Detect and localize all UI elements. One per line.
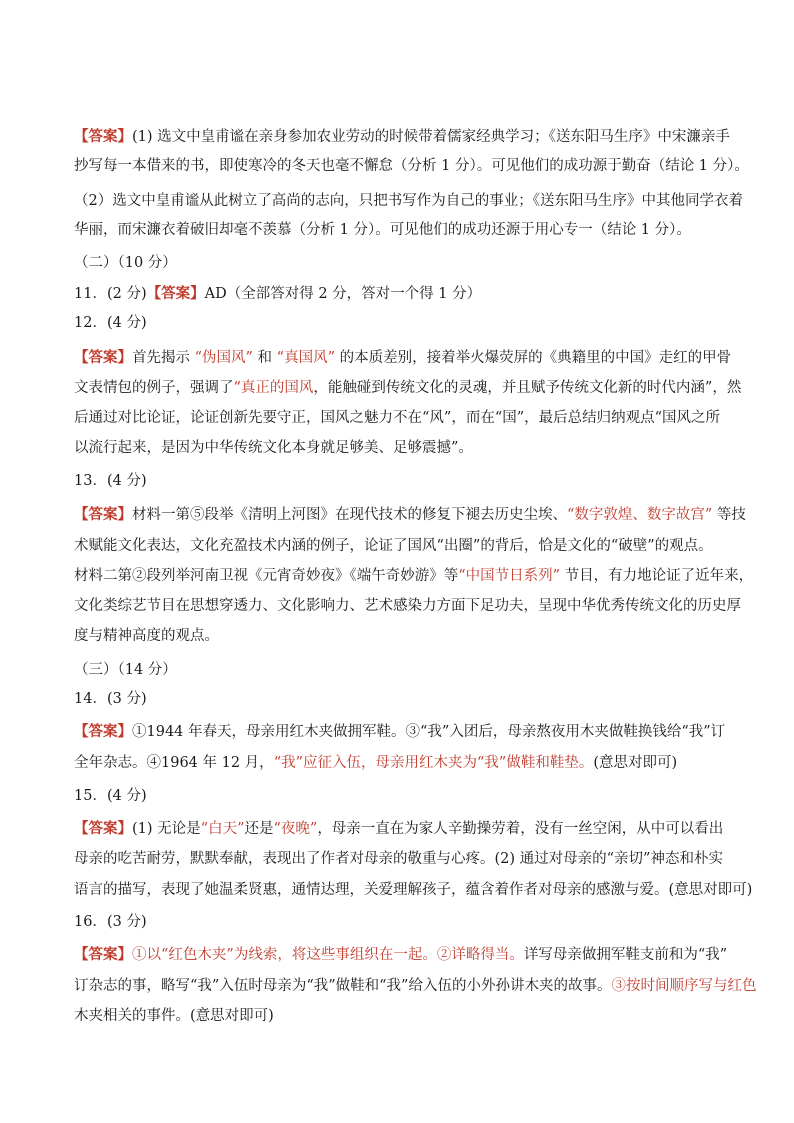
answer-label: 【答案】 xyxy=(74,723,132,740)
q15-text: (1) 无论是 xyxy=(132,821,201,837)
q16-line-2 xyxy=(74,976,757,996)
q13-text: 节目，有力地论证了近年来， xyxy=(560,568,754,584)
q14-text: ①1944 年春天，母亲用红木夹做拥军鞋。③“我”入团后，母亲熬夜用木夹做鞋换钱给“我”订 xyxy=(132,724,726,740)
q13-line-2: 术赋能文化表达，文化充盈技术内涵的例子，论证了国风“出圈”的背后，恰是文化的“破壁”的观点。 xyxy=(74,538,713,554)
q12-line-2 xyxy=(74,378,742,398)
q13-text: 材料一第⑤段举《清明上河图》在现代技术的修复下褪去历史尘埃、 xyxy=(132,507,567,523)
q12-highlight: “真正的国风 xyxy=(233,380,314,396)
q13-highlight: “数字敦煌、数字故宫” xyxy=(567,507,713,523)
answer-label: 【答案】 xyxy=(74,506,132,523)
q13-line-5: 度与精神高度的观点。 xyxy=(74,628,219,644)
answer-label: 【答案】 xyxy=(146,285,205,302)
q16-highlight: ③按时间顺序写与红色 xyxy=(611,978,757,994)
q12-line-4: 以流行起来，是因为中华传统文化本身就足够美、足够震撼”。 xyxy=(74,440,473,456)
q15-line-2: 母亲的吃苦耐劳，默默奉献，表现出了作者对母亲的敬重与心疼。(2) 通过对母亲的“亲切”神态和朴实 xyxy=(74,851,723,867)
q13-number: 13．(4 分) xyxy=(74,473,147,489)
q10-line-1 xyxy=(74,127,734,147)
q14-line-2 xyxy=(74,753,734,773)
q10-line-4: 华丽，而宋濂衣着破旧却毫不羡慕（分析 1 分）。可见他们的成功还源于用心专一（结论 1 分）。 xyxy=(74,222,691,238)
section-title-part3: （三）（14 分） xyxy=(74,662,177,678)
q12-line-1 xyxy=(74,348,734,368)
answer-label: 【答案】 xyxy=(74,820,132,837)
q13-text: 材料二第②段列举河南卫视《元宵奇妙夜》《端午奇妙游》等 xyxy=(74,568,459,584)
q10-line-2: 抄写每一本借来的书，即使寒冷的冬天也毫不懈怠（分析 1 分）。可见他们的成功源于勤奋（结论 1 分）。 xyxy=(74,158,749,174)
q13-line-4: 文化类综艺节目在思想穿透力、文化影响力、艺术感染力方面下足功夫，呈现中华优秀传统文化的历史厚 xyxy=(74,598,741,614)
q16-line-1 xyxy=(74,945,734,965)
q16-text: 订杂志的事，略写“我”入伍时母亲为“我”做鞋和“我”给入伍的小外孙讲木夹的故事。 xyxy=(74,978,612,994)
q12-highlight: “伪国风” xyxy=(194,350,253,366)
q15-line-3: 语言的描写，表现了她温柔贤惠，通情达理，关爱理解孩子，蕴含着作者对母亲的感激与爱。(意思对即可) xyxy=(74,882,753,898)
q15-highlight: “白天” xyxy=(200,821,245,837)
q13-line-3 xyxy=(74,566,754,586)
answer-label: 【答案】 xyxy=(74,946,132,963)
q12-number: 12．(4 分) xyxy=(74,315,147,331)
q11-text: AD（全部答对得 2 分，答对一个得 1 分） xyxy=(204,286,482,302)
q14-text: 全年杂志。④1964 年 12 月， xyxy=(74,755,274,771)
q12-text: ，能触碰到传统文化的灵魂，并且赋予传统文化新的时代内涵”，然 xyxy=(313,380,742,396)
q16-text: 详写母亲做拥军鞋支前和为“我” xyxy=(523,947,728,963)
q12-text: 和 xyxy=(252,350,277,366)
answer-label: 【答案】 xyxy=(74,349,132,366)
q13-text: 等技 xyxy=(712,507,746,523)
q15-text: ，母亲一直在为家人辛勤操劳着，没有一丝空闲，从中可以看出 xyxy=(317,821,724,837)
q13-highlight: “中国节日系列” xyxy=(458,568,561,584)
q10-line-3: （2）选文中皇甫谧从此树立了高尚的志向，只把书写作为自己的事业；《送东阳马生序》中其他同学衣着 xyxy=(74,193,743,209)
section-title-part2: （二）（10 分） xyxy=(74,255,177,271)
q16-highlight: ①以“红色木夹”为线索，将这些事组织在一起。②详略得当。 xyxy=(132,947,524,963)
q15-text: 还是 xyxy=(244,821,274,837)
q12-highlight: “真国风” xyxy=(276,350,335,366)
q16-line-3: 木夹相关的事件。(意思对即可) xyxy=(74,1008,274,1024)
q13-line-1 xyxy=(74,505,746,525)
q15-number: 15．(4 分) xyxy=(74,788,147,804)
q16-number: 16．(3 分) xyxy=(74,914,147,930)
q10-text: (1) 选文中皇甫谧在亲身参加农业劳动的时候带着儒家经典学习；《送东阳马生序》中宋濂亲手 xyxy=(132,129,730,145)
q15-line-1 xyxy=(74,819,734,839)
q11-line xyxy=(74,284,734,304)
q14-text: (意思对即可) xyxy=(593,755,678,771)
q12-line-3: 后通过对比论证，论证创新先要守正，国风之魅力不在“风”，而在“国”，最后总结归纳观点“国风之所 xyxy=(74,410,721,426)
answer-label: 【答案】 xyxy=(74,128,132,145)
q12-text: 首先揭示 xyxy=(132,350,195,366)
q14-line-1 xyxy=(74,722,734,742)
q15-highlight: “夜晚” xyxy=(273,821,318,837)
q12-text: 的本质差别，接着举火爆荧屏的《典籍里的中国》走红的甲骨 xyxy=(334,350,732,366)
q11-number: 11．(2 分) xyxy=(74,286,147,302)
q12-text: 文表情包的例子，强调了 xyxy=(74,380,234,396)
q14-highlight: “我”应征入伍，母亲用红木夹为“我”做鞋和鞋垫。 xyxy=(273,755,594,771)
q14-number: 14．(3 分) xyxy=(74,691,147,707)
